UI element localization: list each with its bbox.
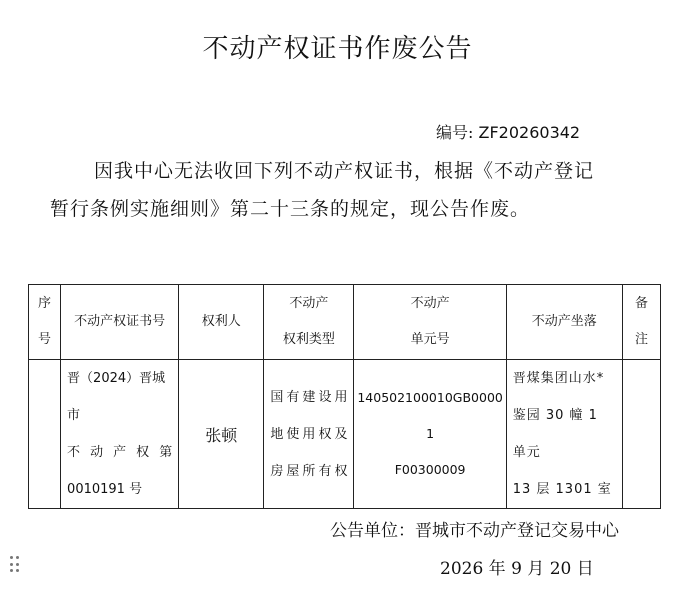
header-unit-no — [354, 285, 506, 360]
cell-right-type — [264, 360, 354, 509]
header-right-type-line1: 不动产 — [289, 296, 329, 311]
header-owner: 权利人 — [179, 285, 264, 360]
right-type-line2: 地使用权及 — [270, 426, 348, 442]
header-cert-no: 不动产权证书号 — [61, 285, 179, 360]
header-remarks-line2: 注 — [634, 332, 648, 347]
drag-handle-icon[interactable] — [10, 556, 20, 574]
header-seq — [29, 285, 61, 360]
cell-seq — [29, 360, 61, 509]
header-remarks-line1: 备 — [634, 296, 648, 311]
doc-number-label: 编号: — [436, 123, 474, 142]
unit-no-line1: 140502100010GB00001 — [357, 390, 503, 441]
header-seq-line1: 序 — [38, 296, 52, 311]
header-seq-line2: 号 — [38, 332, 52, 347]
header-remarks — [622, 285, 660, 360]
header-unit-no-line2: 单元号 — [410, 332, 450, 347]
issue-date: 2026 年 9 月 20 日 — [440, 559, 594, 579]
right-type-line1: 国有建设用 — [270, 389, 348, 405]
cert-no-line1: 晋（2024）晋城市 — [67, 371, 166, 423]
right-type-line3: 房屋所有权 — [270, 463, 348, 479]
location-line3: 13 层 1301 室 — [512, 482, 612, 497]
cell-unit-no — [354, 360, 506, 509]
cert-no-line2: 不动产权第 — [67, 445, 173, 460]
doc-number-value: ZF20260342 — [478, 123, 581, 142]
cell-owner: 张顿 — [179, 360, 264, 509]
cell-location — [506, 360, 622, 509]
cert-no-line3: 0010191 号 — [67, 482, 143, 497]
table-header-row — [29, 285, 661, 360]
table-row — [29, 360, 661, 509]
header-unit-no-line1: 不动产 — [410, 296, 450, 311]
cell-cert-no — [61, 360, 179, 509]
certificate-table — [28, 284, 661, 509]
notice-paragraph — [50, 152, 640, 228]
issuing-unit: 公告单位：晋城市不动产登记交易中心 — [330, 521, 619, 541]
paragraph-line-1: 因我中心无法收回下列不动产权证书，根据《不动产登记 — [94, 160, 595, 182]
cell-remarks — [622, 360, 660, 509]
location-line2: 鉴园 30 幢 1 单元 — [512, 408, 598, 460]
paragraph-line-2: 暂行条例实施细则》第二十三条的规定，现公告作废。 — [50, 198, 531, 220]
header-right-type — [264, 285, 354, 360]
header-right-type-line2: 权利类型 — [282, 332, 335, 347]
notice-title: 不动产权证书作废公告 — [202, 34, 473, 64]
unit-no-line2: F00300009 — [394, 462, 466, 477]
header-location: 不动产坐落 — [506, 285, 622, 360]
location-line1: 晋煤集团山水* — [512, 371, 605, 386]
doc-number — [436, 120, 580, 143]
